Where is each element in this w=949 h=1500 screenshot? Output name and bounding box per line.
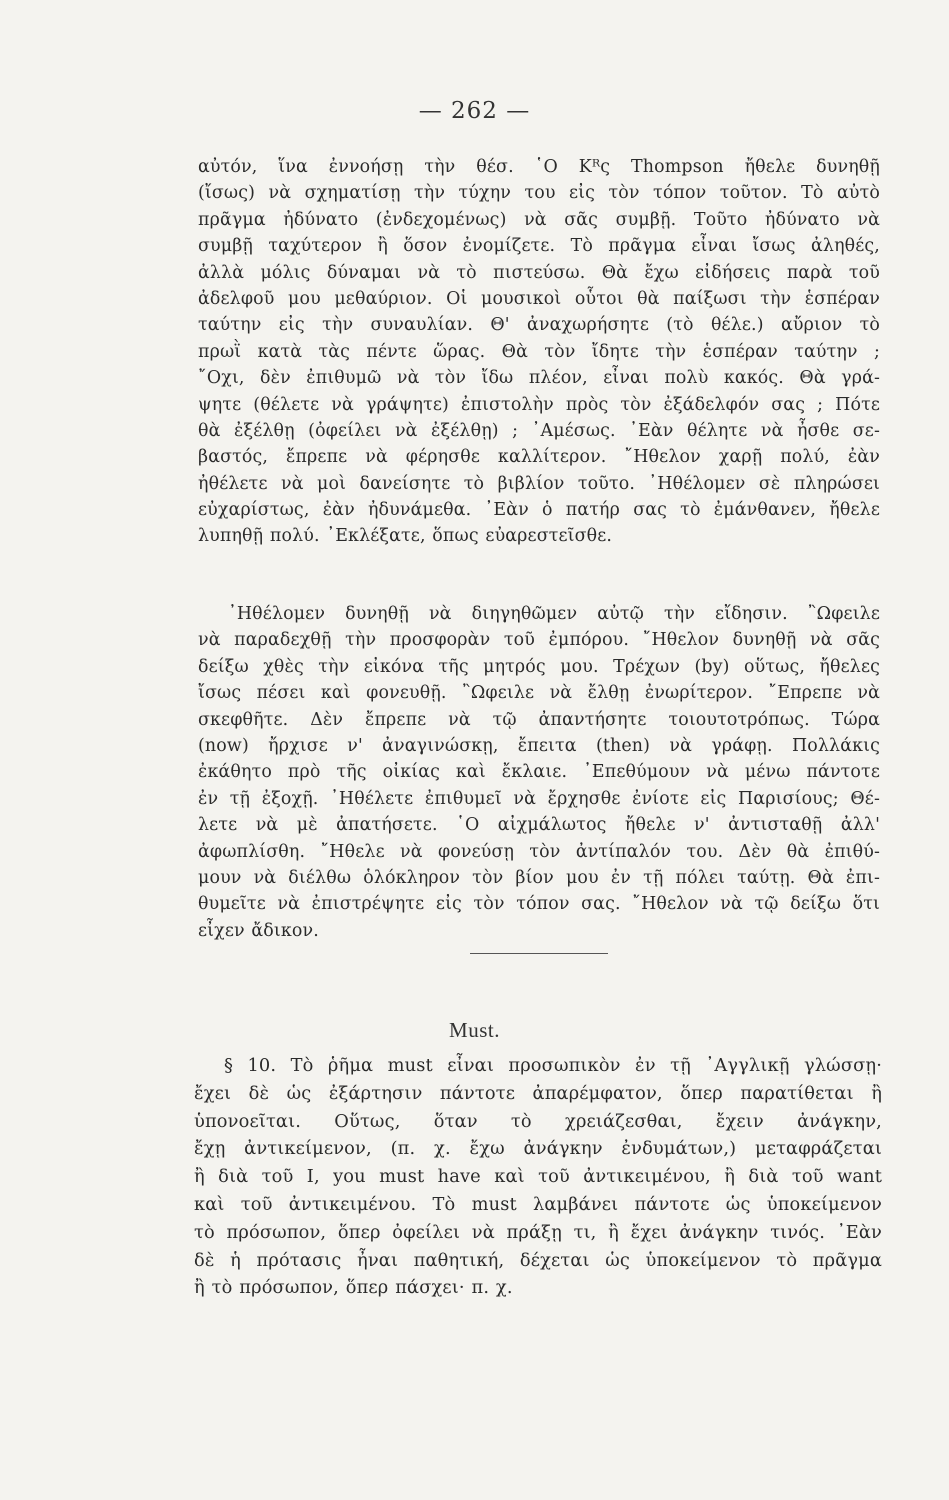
text-line: εἶχεν ἄδικον. (198, 920, 319, 941)
text-line: ὑπονοεῖται. Οὕτως, ὅταν τὸ χρειάζεσθαι, ἔχειν ἀνάγκην, (194, 1110, 882, 1132)
text-line: ῎Οχι, δὲν ἐπιθυμῶ νὰ τὸν ἴδω πλέον, εἶναι πολὺ κακός. Θὰ γρά- (198, 368, 880, 389)
text-line: νὰ παραδεχθῇ τὴν προσφορὰν τοῦ ἐμπόρου. ῎Ηθελον δυνηθῇ νὰ σᾶς (198, 630, 880, 651)
text-line: ἢ διὰ τοῦ I, you must have καὶ τοῦ ἀντικειμένου, ἢ διὰ τοῦ want (194, 1166, 882, 1188)
paragraph-3 (194, 1052, 882, 1302)
text-line: πρωῒ κατὰ τὰς πέντε ὥρας. Θὰ τὸν ἴδητε τὴν ἑσπέραν ταύτην ; (198, 341, 880, 362)
text-line: τὸ πρόσωπον, ὅπερ ὀφείλει νὰ πράξῃ τι, ἢ ἔχει ἀνάγκην τινός. ᾽Εὰν (194, 1221, 882, 1243)
text-line: § 10. Τὸ ῥῆμα must εἶναι προσωπικὸν ἐν τῇ ᾽Αγγλικῇ γλώσσῃ· (224, 1055, 882, 1076)
text-line: λυπηθῇ πολύ. ᾽Εκλέξατε, ὅπως εὐαρεστεῖσθε. (198, 526, 613, 547)
text-line: ἐν τῇ ἐξοχῇ. ᾽Ηθέλετε ἐπιθυμεῖ νὰ ἔρχησθε ἐνίοτε εἰς Παρισίους; Θέ- (198, 788, 880, 809)
text-line: βαστός, ἔπρεπε νὰ φέρησθε καλλίτερον. ῎Ηθελον χαρῇ πολύ, ἐὰν (198, 447, 880, 468)
text-line: ἔχει δὲ ὡς ἐξάρτησιν πάντοτε ἀπαρέμφατον, ὅπερ παρατίθεται ἢ (194, 1082, 882, 1104)
section-heading: Must. (449, 1018, 500, 1042)
text-line: μουν νὰ διέλθω ὁλόκληρον τὸν βίον μου ἐν τῇ πόλει ταύτῃ. Θὰ ἐπι- (198, 867, 880, 888)
text-line: ψητε (θέλετε νὰ γράψητε) ἐπιστολὴν πρὸς τὸν ἐξάδελφόν σας ; Πότε (198, 394, 880, 415)
paragraph-2 (198, 601, 880, 944)
text-line: ἐκάθητο πρὸ τῆς οἰκίας καὶ ἔκλαιε. ᾽Επεθύμουν νὰ μένω πάντοτε (198, 762, 880, 783)
text-line: ᾽Ηθέλομεν δυνηθῇ νὰ διηγηθῶμεν αὐτῷ τὴν εἴδησιν. ῍Ωφειλε (228, 604, 880, 624)
text-line: συμβῇ ταχύτερον ἢ ὅσον ἐνομίζετε. Τὸ πρᾶγμα εἶναι ἴσως ἀληθές, (198, 236, 880, 257)
text-line: (now) ἤρχισε ν' ἀναγινώσκῃ, ἔπειτα (then) νὰ γράφῃ. Πολλάκις (198, 735, 880, 756)
text-line: ἢ τὸ πρόσωπον, ὅπερ πάσχει· π. χ. (194, 1277, 513, 1299)
text-line: ἠθέλετε νὰ μοὶ δανείσητε τὸ βιβλίον τοῦτο. ᾽Ηθέλομεν σὲ πληρώσει (198, 473, 880, 494)
text-line: θυμεῖτε νὰ ἐπιστρέψητε εἰς τὸν τόπον σας. ῎Ηθελον νὰ τῷ δείξω ὅτι (198, 894, 880, 915)
text-line: καὶ τοῦ ἀντικειμένου. Τὸ must λαμβάνει πάντοτε ὡς ὑποκείμενον (194, 1193, 882, 1215)
text-line: δείξω χθὲς τὴν εἰκόνα τῆς μητρός μου. Τρέχων (by) οὕτως, ἤθελες (198, 656, 880, 677)
page-number: — 262 — (418, 98, 531, 124)
text-line: ἀδελφοῦ μου μεθαύριον. Οἱ μουσικοὶ οὗτοι θὰ παίξωσι τὴν ἑσπέραν (198, 288, 880, 309)
section-separator-rule (470, 953, 608, 954)
text-line: (ἴσως) νὰ σχηματίσῃ τὴν τύχην του εἰς τὸν τόπον τοῦτον. Τὸ αὐτὸ (198, 183, 880, 204)
text-line: δὲ ἡ πρότασις ἦναι παθητική, δέχεται ὡς ὑποκείμενον τὸ πρᾶγμα (194, 1249, 882, 1271)
text-line: ἴσως πέσει καὶ φονευθῇ. ῍Ωφειλε νὰ ἔλθῃ ἐνωρίτερον. ῎Επρεπε νὰ (198, 683, 880, 704)
text-line: ἀφωπλίσθη. ῎Ηθελε νὰ φονεύσῃ τὸν ἀντίπαλόν του. Δὲν θὰ ἐπιθύ- (198, 841, 880, 862)
text-line: θὰ ἐξέλθῃ (ὀφείλει νὰ ἐξέλθῃ) ; ᾽Αμέσως. ᾽Εὰν θέλητε νὰ ἦσθε σε- (198, 420, 880, 441)
text-line: εὐχαρίστως, ἐὰν ἠδυνάμεθα. ᾽Εὰν ὁ πατήρ σας τὸ ἐμάνθανεν, ἤθελε (198, 500, 880, 521)
text-line: λετε νὰ μὲ ἀπατήσετε. ῾Ο αἰχμάλωτος ἤθελε ν' ἀντισταθῇ ἀλλ' (198, 815, 880, 836)
text-line: ἀλλὰ μόλις δύναμαι νὰ τὸ πιστεύσω. Θὰ ἔχω εἰδήσεις παρὰ τοῦ (198, 262, 880, 283)
text-line: ἔχῃ ἀντικείμενον, (π. χ. ἔχω ἀνάγκην ἐνδυμάτων,) μεταφράζεται (194, 1138, 882, 1160)
paragraph-1 (198, 154, 880, 550)
text-line: πρᾶγμα ἠδύνατο (ἐνδεχομένως) νὰ σᾶς συμβῇ. Τοῦτο ἠδύνατο νὰ (198, 209, 880, 230)
text-line: αὐτόν, ἵνα ἐννοήσῃ τὴν θέσ. ῾Ο Κᴿς Thompson ἤθελε δυνηθῇ (198, 157, 880, 177)
text-line: ταύτην εἰς τὴν συναυλίαν. Θ' ἀναχωρήσητε (τὸ θέλε.) αὔριον τὸ (198, 315, 880, 336)
text-line: σκεφθῆτε. Δὲν ἔπρεπε νὰ τῷ ἀπαντήσητε τοιουτοτρόπως. Τώρα (198, 709, 880, 730)
